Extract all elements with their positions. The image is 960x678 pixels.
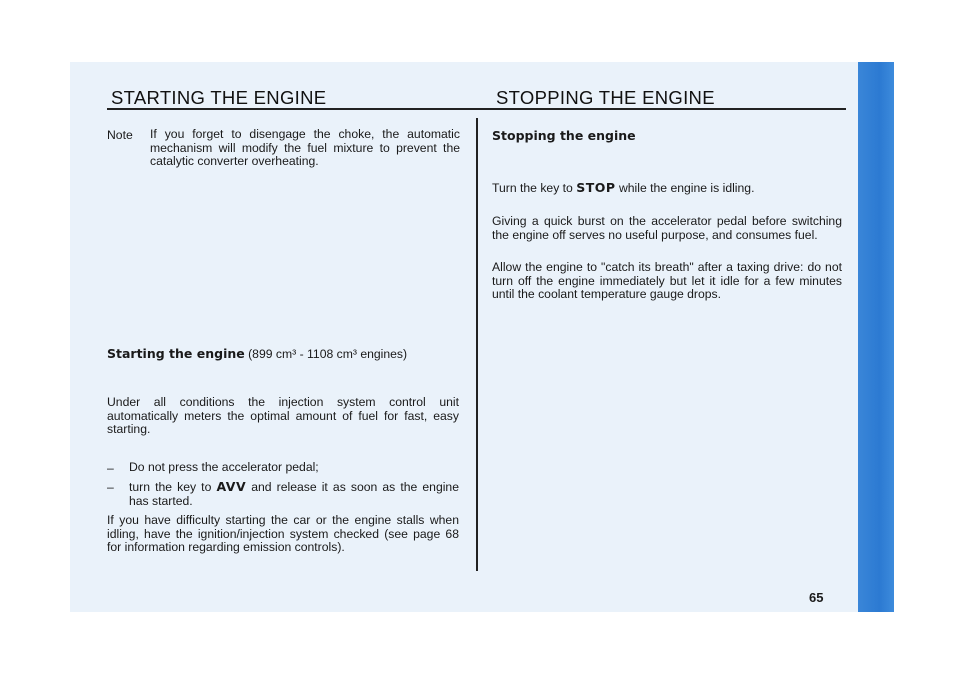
starting-subheading	[107, 347, 467, 362]
bullet-1: Do not press the accelerator pedal;	[129, 460, 319, 474]
column-divider	[476, 118, 478, 571]
key-position-stop: STOP	[576, 180, 616, 195]
quick-burst-paragraph: Giving a quick burst on the accelerator pedal before switching the engine off serves no useful purpose, and consumes fuel.	[492, 214, 842, 242]
heading-rule	[107, 108, 846, 110]
turn-key-line	[492, 181, 852, 196]
stopping-engine-heading: STOPPING THE ENGINE	[496, 87, 715, 108]
chapter-tab-strip	[858, 62, 894, 612]
bullet-2-before: turn the key to	[129, 480, 212, 494]
starting-subheading-bold: Starting the engine	[107, 346, 245, 361]
turn-key-after: while the engine is idling.	[618, 181, 755, 195]
catch-breath-paragraph: Allow the engine to "catch its breath" after a taxing drive: do not turn off the engine immediately but let it idle for a few minutes until the coolant temperature gauge drops.	[492, 260, 842, 301]
bullet-dash-2: –	[107, 480, 114, 494]
note-label: Note	[107, 128, 133, 142]
bullet-2-after: and release it as soon as the engine has started.	[129, 480, 459, 508]
page-number: 65	[809, 590, 824, 605]
starting-subheading-engines: (899 cm³ - 1108 cm³ engines)	[248, 347, 408, 361]
key-position-avv: AVV	[216, 479, 247, 494]
starting-engine-heading: STARTING THE ENGINE	[111, 87, 327, 108]
bullet-2	[129, 480, 459, 508]
injection-intro: Under all conditions the injection system control unit automatically meters the optimal amount of fuel for fast, easy starting.	[107, 395, 459, 436]
difficulty-paragraph: If you have difficulty starting the car or the engine stalls when idling, have the ignition/injection system checked (see page 68 for information regarding emission controls).	[107, 513, 459, 554]
turn-key-before: Turn the key to	[492, 181, 573, 195]
bullet-dash-1: –	[107, 461, 114, 475]
note-text: If you forget to disengage the choke, the automatic mechanism will modify the fuel mixture to prevent the catalytic converter overheating.	[150, 127, 460, 168]
stopping-subheading: Stopping the engine	[492, 128, 636, 143]
